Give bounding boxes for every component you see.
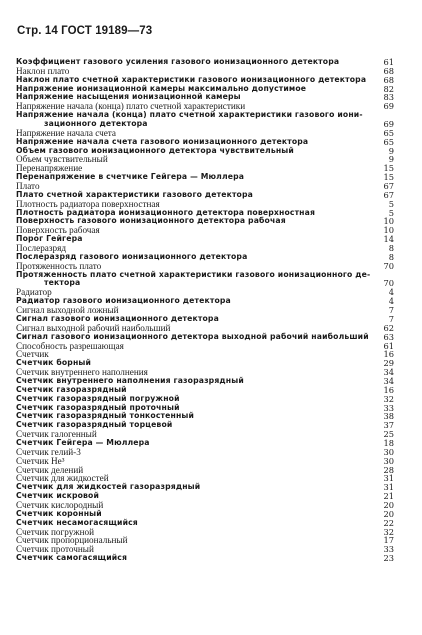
index-page-ref: 15 — [383, 163, 394, 174]
index-page-ref: 5 — [388, 198, 394, 209]
index-page-ref: 10 — [383, 216, 394, 227]
index-term: Счетчик пропорциональный — [16, 535, 128, 546]
index-page-ref: 38 — [383, 411, 394, 422]
index-page-ref: 8 — [388, 243, 394, 254]
index-page-ref: 70 — [383, 260, 394, 271]
index-page-ref: 9 — [388, 145, 394, 156]
index-page-ref: 68 — [383, 65, 394, 76]
index-term: Счетчик гелий-3 — [16, 446, 81, 457]
index-page-ref: 61 — [383, 57, 394, 67]
index-page-ref: 16 — [383, 349, 394, 360]
index-entry — [16, 58, 394, 67]
index-term: Коэффициент газового усиления газового ионизационного детектора — [16, 57, 340, 66]
index-term: Послеразряд — [16, 243, 66, 254]
index-term: Объем газового ионизационного детектора чувствительный — [16, 145, 294, 155]
index-page-ref: 33 — [383, 402, 394, 413]
index-page-ref: 7 — [388, 313, 394, 324]
index-page-ref: 31 — [383, 473, 394, 484]
index-term: Счетчик газоразрядный проточный — [16, 402, 180, 412]
index-term: Порог Гейгера — [16, 234, 83, 244]
page-header — [17, 25, 152, 37]
index-term: Счетчик газоразрядный торцевой — [16, 420, 173, 430]
index-term: Способность разрешающая — [16, 340, 124, 351]
index-term: Плато — [16, 181, 40, 192]
index-term: Наклон плато счетной характеристики газового ионизационного детектора — [16, 74, 367, 84]
index-page-ref: 61 — [383, 340, 394, 351]
index-term: Счетчик кислородный — [16, 499, 104, 510]
index-term: Протяженность плато счетной характеристики газового ионизационного де- — [16, 269, 371, 279]
index-page-ref: 65 — [383, 127, 394, 138]
index-page-ref: 4 — [388, 287, 394, 298]
index-page-ref: 67 — [383, 181, 394, 192]
index-page-ref: 70 — [383, 278, 394, 289]
index-page-ref: 30 — [383, 455, 394, 466]
index-term: Плотность радиатора поверхностная — [16, 198, 160, 209]
index-page-ref: 10 — [383, 225, 394, 236]
index-entry — [16, 235, 394, 244]
index-term: Сигнал газового ионизационного детектора выходной рабочий наибольший — [16, 331, 369, 341]
index-page-ref: 17 — [383, 535, 394, 546]
index-term: Счетчик Гейгера — Мюллера — [16, 437, 150, 447]
index-term: зационного детектора — [44, 119, 148, 129]
index-term: Счетчик галогенный — [16, 429, 97, 440]
index-term: Счетчик внутреннего наполнения — [16, 367, 148, 378]
index-term: Напряжение начала (конца) плато счетной характеристики — [16, 101, 246, 112]
term-index — [16, 58, 394, 563]
index-page-ref: 82 — [383, 83, 394, 94]
index-page-ref: 83 — [383, 92, 394, 103]
index-page-ref: 69 — [383, 101, 394, 112]
index-term: Счетчик для жидкостей — [16, 473, 109, 484]
index-term: Счетчик проточный — [16, 544, 94, 555]
index-entry — [16, 173, 394, 182]
index-page-ref: 32 — [383, 526, 394, 537]
index-term: Радиатор газового ионизационного детектора — [16, 296, 231, 306]
index-page-ref: 14 — [383, 234, 394, 245]
index-page-ref: 62 — [383, 322, 394, 333]
index-term: Счетчик самогасящийся — [16, 553, 128, 563]
index-term: Поверхность рабочая — [16, 225, 100, 236]
index-page-ref: 25 — [383, 429, 394, 440]
index-page-ref: 63 — [383, 331, 394, 342]
index-page-ref: 21 — [383, 491, 394, 502]
index-entry — [16, 279, 394, 288]
index-page-ref: 22 — [383, 517, 394, 528]
standard-code: ГОСТ 19189—73 — [61, 25, 153, 37]
index-term: Напряжение начала (конца) плато счетной характеристики газового иони- — [16, 110, 363, 120]
index-page-ref: 65 — [383, 136, 394, 147]
index-page-ref: 34 — [383, 367, 394, 378]
index-term: Плотность радиатора ионизационного детектора поверхностная — [16, 207, 316, 217]
index-entry — [16, 342, 394, 351]
index-page-ref: 9 — [388, 154, 394, 165]
index-page-ref: 31 — [383, 482, 394, 493]
index-term: Счетчик искровой — [16, 491, 100, 501]
index-term: Сигнал выходной ложный — [16, 305, 119, 316]
index-entry — [16, 448, 394, 457]
index-page-ref: 20 — [383, 499, 394, 510]
index-term: Напряжение ионизационной камеры максимально допустимое — [16, 83, 307, 93]
index-term: Плато счетной характеристики газового детектора — [16, 189, 253, 199]
index-page-ref: 30 — [383, 446, 394, 457]
index-page-ref: 33 — [383, 544, 394, 555]
index-page-ref: 7 — [388, 305, 394, 316]
index-term: Счетчик внутреннего наполнения газоразрядный — [16, 375, 244, 385]
index-term: Сигнал газового ионизационного детектора — [16, 313, 219, 323]
index-term: Счетчик газоразрядный — [16, 384, 127, 394]
index-term: Послеразряд газового ионизационного детектора — [16, 251, 248, 261]
index-page-ref: 18 — [383, 437, 394, 448]
index-page-ref: 29 — [383, 358, 394, 369]
index-term: Перенапряжение в счетчике Гейгера — Мюллера — [16, 172, 245, 182]
index-page-ref: 15 — [383, 172, 394, 183]
index-entry — [16, 554, 394, 563]
index-term: Счетчик коронный — [16, 508, 102, 518]
index-term: Перенапряжение — [16, 163, 83, 174]
index-term: Счетчик делений — [16, 464, 84, 475]
index-term: Напряжение начала счета газового ионизационного детектора — [16, 136, 309, 146]
page-number: Стр. 14 — [17, 25, 58, 37]
index-term: Счетчик газоразрядный погружной — [16, 393, 180, 403]
index-page-ref: 23 — [383, 553, 394, 564]
index-page-ref: 8 — [388, 251, 394, 262]
index-page-ref: 68 — [383, 74, 394, 85]
index-term: Счетчик несамогасящийся — [16, 517, 138, 527]
index-page-ref: 20 — [383, 508, 394, 519]
index-term: Поверхность газового ионизационного детектора рабочая — [16, 216, 286, 226]
index-page-ref: 16 — [383, 384, 394, 395]
index-page-ref: 32 — [383, 393, 394, 404]
index-term: Счетчик для жидкостей газоразрядный — [16, 482, 201, 492]
index-page-ref: 5 — [388, 207, 394, 218]
index-term: Сигнал выходной рабочий наибольший — [16, 322, 171, 333]
index-term: Счетчик газоразрядный тонкостенный — [16, 411, 195, 421]
index-page-ref: 34 — [383, 375, 394, 386]
index-page-ref: 69 — [383, 119, 394, 130]
index-term: Счетчик погружной — [16, 526, 95, 537]
index-term: Счетчик борный — [16, 358, 92, 368]
index-term: Протяженность плато — [16, 260, 102, 271]
index-term: Счетчик — [16, 349, 49, 360]
index-term: Напряжение начала счета — [16, 127, 117, 138]
index-term: Объем чувствительный — [16, 154, 108, 165]
index-term: Счетчик He³ — [16, 455, 65, 466]
index-term: Наклон плато — [16, 65, 70, 76]
index-page-ref: 67 — [383, 189, 394, 200]
index-term: Радиатор — [16, 287, 52, 298]
index-page-ref: 37 — [383, 420, 394, 431]
index-page-ref: 28 — [383, 464, 394, 475]
index-term: тектора — [44, 278, 81, 288]
index-page-ref: 4 — [388, 296, 394, 307]
index-term: Напряжение насыщения ионизационной камеры — [16, 92, 241, 102]
